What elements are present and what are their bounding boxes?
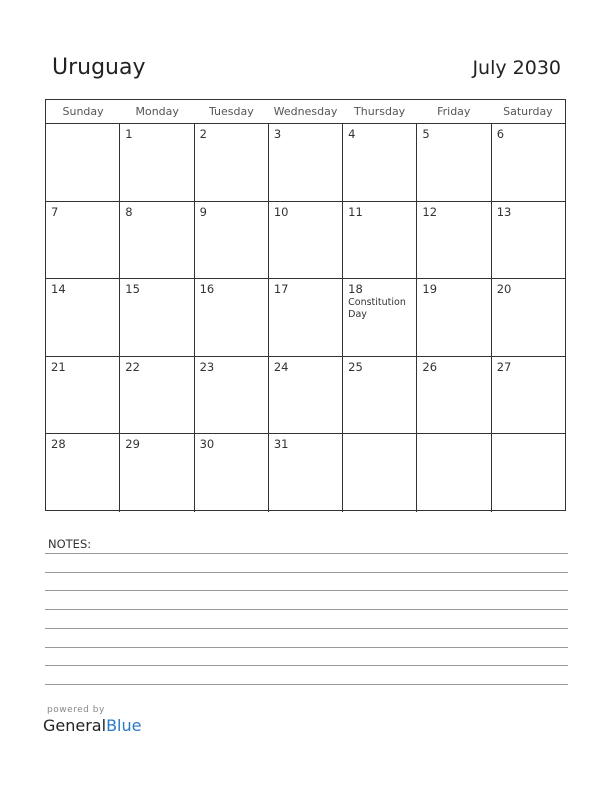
week-row bbox=[46, 434, 565, 512]
day-number: 25 bbox=[348, 359, 363, 374]
notes-label: NOTES: bbox=[48, 537, 92, 551]
day-cell bbox=[269, 202, 343, 279]
day-number: 1 bbox=[125, 127, 133, 141]
day-cell bbox=[492, 124, 565, 201]
day-number: 14 bbox=[51, 282, 66, 297]
notes-line bbox=[45, 553, 568, 554]
weekday-monday: Monday bbox=[135, 105, 179, 118]
day-number: 4 bbox=[348, 127, 356, 141]
calendar-grid bbox=[45, 99, 566, 511]
day-number: 20 bbox=[496, 282, 512, 297]
week-row bbox=[46, 357, 565, 435]
day-cell bbox=[492, 357, 565, 434]
day-cell bbox=[417, 124, 491, 201]
page-title: Uruguay bbox=[52, 55, 146, 80]
day-cell bbox=[120, 202, 194, 279]
day-number: 17 bbox=[273, 282, 289, 297]
day-cell bbox=[195, 357, 269, 434]
day-cell bbox=[492, 279, 565, 356]
day-number: 8 bbox=[125, 204, 133, 219]
weekday-sunday: Sunday bbox=[62, 105, 104, 118]
day-number: 2 bbox=[199, 127, 207, 141]
day-number: 31 bbox=[273, 437, 289, 452]
day-cell bbox=[269, 357, 343, 434]
day-cell bbox=[195, 124, 269, 201]
day-number: 6 bbox=[496, 127, 505, 141]
day-cell bbox=[46, 279, 120, 356]
brand-logo bbox=[43, 716, 141, 735]
day-cell bbox=[195, 202, 269, 279]
notes-line bbox=[45, 628, 568, 629]
day-number: 15 bbox=[125, 282, 140, 297]
day-cell bbox=[417, 202, 491, 279]
day-number: 12 bbox=[422, 204, 438, 219]
week-row bbox=[46, 202, 565, 280]
day-cell bbox=[417, 434, 491, 512]
day-number: 24 bbox=[273, 359, 289, 374]
notes-line bbox=[45, 590, 568, 591]
day-number: 13 bbox=[496, 204, 512, 219]
day-cell bbox=[417, 357, 491, 434]
weekday-thursday: Thursday bbox=[354, 105, 406, 118]
weekday-friday: Friday bbox=[437, 105, 471, 118]
day-cell bbox=[46, 124, 120, 201]
day-number: 30 bbox=[199, 437, 215, 452]
day-cell bbox=[120, 279, 194, 356]
day-number: 11 bbox=[348, 204, 363, 219]
day-cell bbox=[417, 279, 491, 356]
day-number: 28 bbox=[51, 437, 66, 452]
day-number: 23 bbox=[199, 359, 215, 374]
day-cell bbox=[46, 357, 120, 434]
day-cell bbox=[195, 434, 269, 512]
day-number: 3 bbox=[273, 127, 282, 141]
day-cell bbox=[120, 434, 194, 512]
week-row bbox=[46, 124, 565, 202]
day-cell bbox=[343, 434, 417, 512]
day-cell bbox=[492, 434, 565, 512]
powered-by-text: powered by bbox=[47, 705, 105, 715]
day-cell bbox=[195, 279, 269, 356]
weekday-tuesday: Tuesday bbox=[208, 105, 254, 118]
day-number: 22 bbox=[125, 359, 140, 374]
weekday-header-row bbox=[46, 100, 565, 124]
day-number: 5 bbox=[422, 127, 430, 141]
weekday-saturday: Saturday bbox=[503, 105, 553, 118]
holiday-label: Constitution Day bbox=[348, 297, 406, 321]
week-row bbox=[46, 279, 565, 357]
day-cell bbox=[343, 357, 417, 434]
day-cell bbox=[269, 124, 343, 201]
day-number: 18 bbox=[348, 282, 363, 297]
month-label: July 2030 bbox=[472, 57, 561, 79]
day-number: 19 bbox=[422, 282, 438, 297]
day-cell bbox=[492, 202, 565, 279]
notes-line bbox=[45, 665, 568, 666]
weekday-wednesday: Wednesday bbox=[273, 105, 338, 118]
day-cell bbox=[343, 279, 417, 356]
day-number: 9 bbox=[199, 204, 207, 219]
day-cell bbox=[343, 202, 417, 279]
day-number: 16 bbox=[199, 282, 215, 297]
day-cell bbox=[46, 202, 120, 279]
day-number: 7 bbox=[51, 204, 59, 219]
day-number: 26 bbox=[422, 359, 438, 374]
day-number: 10 bbox=[273, 204, 289, 219]
brand-general: General bbox=[43, 716, 107, 735]
brand-blue: Blue bbox=[106, 716, 142, 735]
day-cell bbox=[120, 124, 194, 201]
notes-line bbox=[45, 572, 568, 573]
day-cell bbox=[343, 124, 417, 201]
day-number: 21 bbox=[51, 359, 66, 374]
day-number: 27 bbox=[496, 359, 512, 374]
day-cell bbox=[120, 357, 194, 434]
day-cell bbox=[46, 434, 120, 512]
notes-line bbox=[45, 684, 568, 685]
day-cell bbox=[269, 279, 343, 356]
notes-line bbox=[45, 647, 568, 648]
notes-line bbox=[45, 609, 568, 610]
day-number: 29 bbox=[125, 437, 140, 452]
day-cell bbox=[269, 434, 343, 512]
